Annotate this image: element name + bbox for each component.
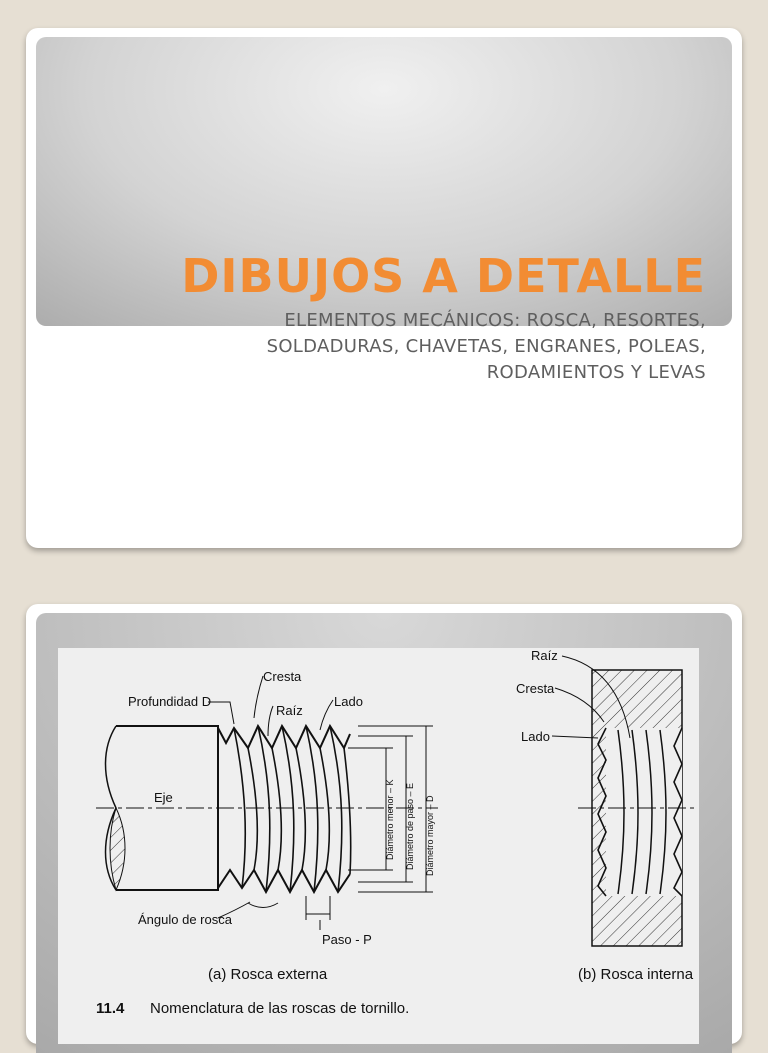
label-raiz: Raíz	[276, 703, 303, 718]
caption-rosca-externa: (a) Rosca externa	[208, 966, 328, 983]
label-diametro-paso: Diámetro de paso – E	[405, 782, 415, 870]
label-angulo-rosca: Ángulo de rosca	[138, 912, 232, 927]
label-diametro-mayor: Diámetro mayor – D	[425, 795, 435, 876]
subtitle-line-1: ELEMENTOS MECÁNICOS: ROSCA, RESORTES,	[284, 310, 706, 331]
slide-title: DIBUJOS A DETALLE	[181, 249, 706, 303]
label-raiz-interna: Raíz	[531, 648, 558, 663]
label-paso: Paso - P	[322, 932, 372, 947]
label-lado: Lado	[334, 694, 363, 709]
label-lado-interno: Lado	[521, 729, 550, 744]
figure-caption: Nomenclatura de las roscas de tornillo.	[150, 1000, 410, 1017]
label-eje: Eje	[154, 790, 173, 805]
slide-subtitle	[86, 308, 706, 386]
subtitle-line-2: SOLDADURAS, CHAVETAS, ENGRANES, POLEAS,	[266, 336, 706, 357]
label-diametro-menor: Diámetro menor – K	[385, 779, 395, 860]
internal-thread-drawing	[552, 656, 694, 946]
label-cresta-interna: Cresta	[516, 681, 555, 696]
figure-number: 11.4	[96, 1000, 125, 1017]
thread-diagram	[58, 648, 699, 1044]
subtitle-line-3: RODAMIENTOS Y LEVAS	[486, 362, 706, 383]
thread-nomenclature-slide[interactable]	[26, 604, 742, 1044]
thread-figure	[58, 648, 699, 1044]
label-profundidad: Profundidad D	[128, 694, 212, 709]
title-slide[interactable]	[26, 28, 742, 548]
caption-rosca-interna: (b) Rosca interna	[578, 966, 694, 983]
label-cresta: Cresta	[263, 669, 302, 684]
